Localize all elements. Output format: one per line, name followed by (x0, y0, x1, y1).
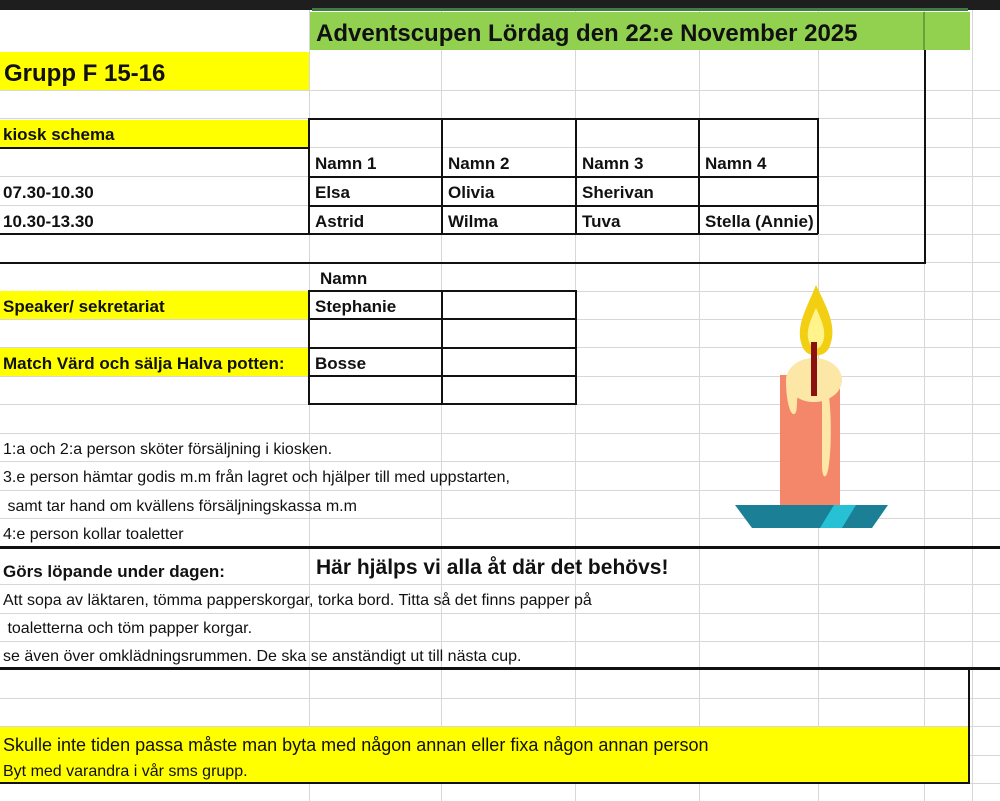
kiosk-r1-name-2: Olivia (448, 183, 495, 202)
speaker-name: Stephanie (315, 297, 397, 316)
footer-right-border (968, 667, 970, 783)
page-title: Adventscupen Lördag den 22:e November 2025 (316, 20, 858, 47)
footer-bottom-border (0, 782, 970, 784)
candle-icon (730, 280, 890, 535)
kiosk-r2-name-1: Astrid (315, 212, 365, 231)
ongoing-bottom-border (0, 667, 1000, 670)
ongoing-slogan: Här hjälps vi alla åt där det behövs! (316, 556, 669, 579)
kiosk-time-1: 07.30-10.30 (3, 183, 94, 202)
ongoing-label: Görs löpande under dagen: (3, 562, 225, 581)
host-label: Match Värd och sälja Halva potten: (3, 354, 285, 373)
kiosk-heading: kiosk schema (3, 125, 115, 144)
group-label: Grupp F 15-16 (4, 60, 166, 87)
instruction-line-1: 1:a och 2:a person sköter försäljning i kiosken. (3, 441, 333, 458)
kiosk-col-header-3: Namn 3 (582, 154, 644, 173)
selected-cell-marker (312, 8, 968, 11)
kiosk-col-header-4: Namn 4 (705, 154, 767, 173)
roles-header: Namn (320, 269, 368, 288)
footer-line-1: Skulle inte tiden passa måste man byta med någon annan eller fixa någon annan person (3, 735, 709, 755)
ongoing-line-1: Att sopa av läktaren, tömma papperskorgar, torka bord. Titta så det finns papper på (3, 592, 592, 609)
ongoing-line-3: se även över omklädningsrummen. De ska se anständigt ut till nästa cup. (3, 648, 522, 665)
title-divider (923, 12, 925, 50)
kiosk-time-2: 10.30-13.30 (3, 212, 94, 231)
host-name: Bosse (315, 354, 367, 373)
ongoing-line-2: toaletterna och töm papper korgar. (3, 620, 253, 637)
kiosk-col-header-1: Namn 1 (315, 154, 377, 173)
kiosk-r1-name-3: Sherivan (582, 183, 654, 202)
kiosk-r2-name-3: Tuva (582, 212, 621, 231)
instruction-line-4: 4:e person kollar toaletter (3, 526, 184, 543)
kiosk-r2-name-2: Wilma (448, 212, 498, 231)
speaker-label: Speaker/ sekretariat (3, 297, 165, 316)
ongoing-top-border (0, 546, 1000, 549)
instruction-line-2: 3.e person hämtar godis m.m från lagret och hjälper till med uppstarten, (3, 469, 510, 486)
footer-line-2: Byt med varandra i vår sms grupp. (3, 763, 248, 780)
kiosk-col-header-2: Namn 2 (448, 154, 510, 173)
kiosk-r1-name-1: Elsa (315, 183, 350, 202)
kiosk-r2-name-4: Stella (Annie) (705, 212, 814, 231)
instruction-line-3: samt tar hand om kvällens försäljningskassa m.m (3, 498, 357, 515)
